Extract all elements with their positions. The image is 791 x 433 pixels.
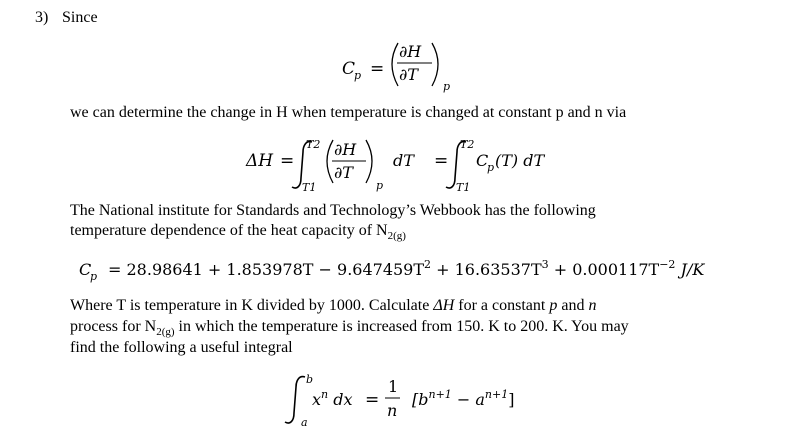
hc-cp-subscript: p	[90, 270, 98, 283]
dh-dt: dT	[393, 151, 414, 170]
problem-number: 3)	[35, 9, 49, 26]
hc-units: J/K	[675, 260, 705, 279]
rhs-cp-subscript: p	[487, 161, 495, 174]
hc-exp-3: 3	[541, 258, 549, 271]
rhs-exp-2: n+1	[484, 388, 509, 401]
where-line-1e: and	[557, 297, 589, 314]
integrand-x: x	[312, 390, 322, 409]
hc-cp: C	[79, 260, 92, 279]
dh-numerator: ∂H	[334, 140, 357, 159]
integral-2-lower: T1	[456, 181, 471, 194]
rhs-exp-1: n+1	[428, 388, 452, 401]
where-p: p	[549, 297, 558, 314]
svg-text:[bn+1 − an+1]	[412, 388, 514, 409]
nist-line-1: The National institute for Standards and Technology’s Webbook has the following	[70, 202, 596, 219]
nist-line-2-text: temperature dependence of the heat capacity of N	[70, 222, 388, 239]
integral-1-upper: T2	[306, 138, 321, 151]
integral-2-upper: T2	[460, 138, 475, 151]
hc-exp-m2: −2	[659, 258, 676, 271]
nist-n2-subscript: 2(g)	[387, 230, 406, 243]
delta-h-equals-2: =	[434, 151, 449, 171]
svg-text:xn dx	[312, 388, 352, 409]
frac-denominator: n	[387, 401, 398, 420]
hc-exp-2: 2	[424, 258, 432, 271]
rhs-close: ]	[508, 390, 515, 409]
intro-line: we can determine the change in H when temperature is changed at constant p and n via	[70, 104, 627, 121]
hc-term-1: = 28.98641 + 1.853978T − 9.647459T	[108, 260, 425, 279]
delta-h-lhs: ΔH	[246, 151, 274, 171]
dh-denominator: ∂T	[334, 163, 353, 182]
integral-3-upper: b	[306, 373, 314, 386]
cp-symbol: C	[342, 59, 356, 79]
rhs-open: [b	[412, 390, 429, 409]
frac-numerator: 1	[388, 377, 399, 396]
integral-3-lower: a	[301, 416, 308, 429]
where-line-1c: for a constant	[454, 297, 550, 314]
cp-numerator: ∂H	[399, 42, 422, 61]
since-label: Since	[62, 9, 98, 26]
hc-term-2: + 16.63537T	[431, 260, 542, 279]
dh-paren-subscript: p	[376, 179, 384, 192]
where-line-1a: Where T is temperature in K divided by 1000. Calculate	[70, 297, 434, 314]
rhs-cp: C	[476, 151, 489, 170]
integral-equals: =	[365, 390, 380, 410]
cp-paren-subscript: p	[443, 80, 451, 93]
integrand-exp: n	[321, 388, 329, 401]
cp-subscript: p	[354, 69, 362, 82]
rhs-cp-argument: (T) dT	[495, 151, 545, 170]
integral-1-lower: T1	[302, 181, 317, 194]
where-n: n	[588, 297, 597, 314]
delta-h-equals: =	[280, 151, 295, 171]
cp-denominator: ∂T	[399, 65, 418, 84]
where-delta-h: ΔH	[433, 297, 455, 314]
where-line-2a: process for N	[70, 318, 157, 335]
integrand-dx: dx	[328, 390, 353, 409]
hc-term-3: + 0.000117T	[548, 260, 660, 279]
where-n2-subscript: 2(g)	[156, 326, 175, 339]
rhs-mid: − a	[451, 390, 485, 409]
where-line-3: find the following a useful integral	[70, 339, 293, 356]
where-line-2b: in which the temperature is increased from 150. K to 200. K. You may	[174, 318, 629, 335]
cp-equals: =	[370, 59, 385, 79]
